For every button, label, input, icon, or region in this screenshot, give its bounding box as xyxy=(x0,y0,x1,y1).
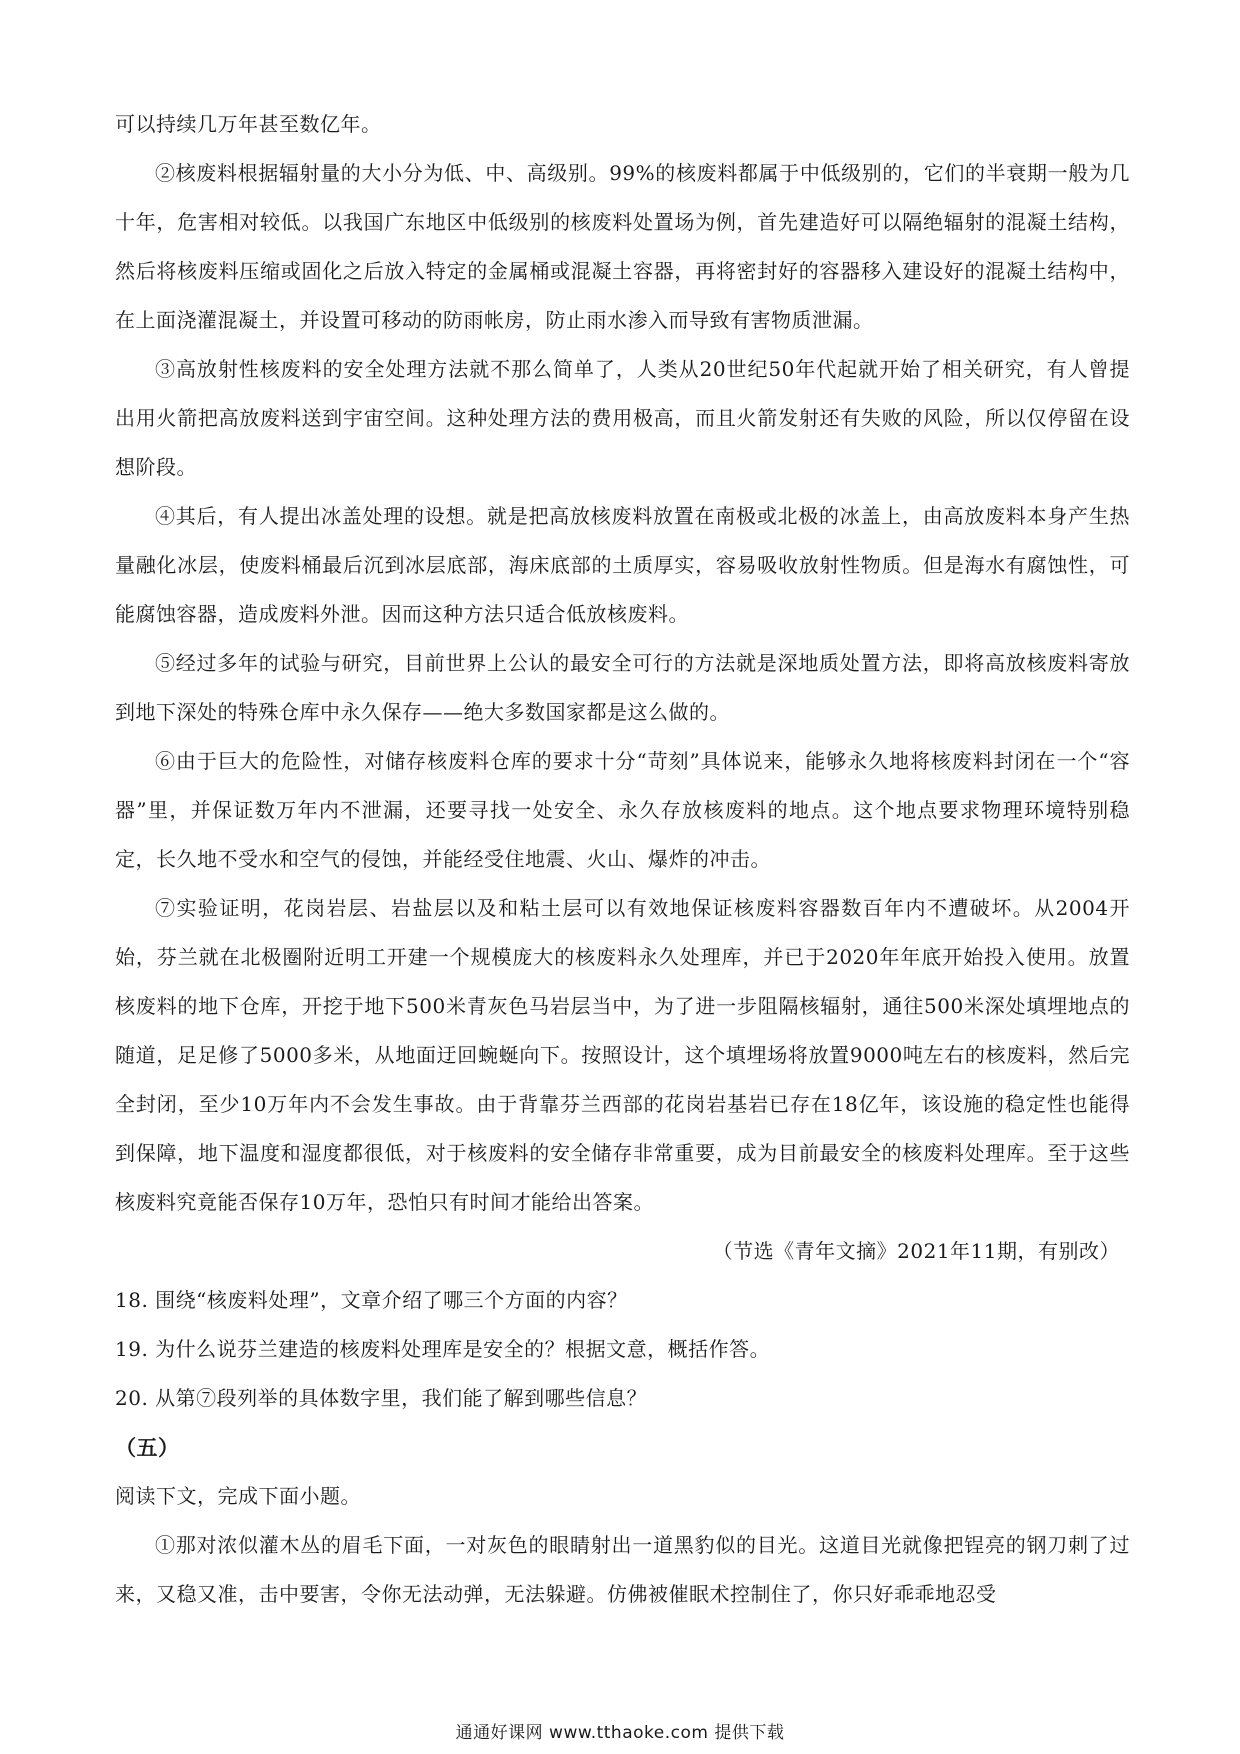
section-five-paragraph-1: ①那对浓似灌木丛的眉毛下面，一对灰色的眼睛射出一道黑豹似的目光。这道目光就像把锃亮的钢刀刺了过来，又稳又准，击中要害，令你无法动弹，无法躲避。仿佛被催眠术控制住了，你只好乖乖地忍受 xyxy=(115,1533,1130,1606)
document-body xyxy=(115,100,1130,1619)
paragraph-4: ④其后，有人提出冰盖处理的设想。就是把高放核废料放置在南极或北极的冰盖上，由高放废料本身产生热量融化冰层，使废料桶最后沉到冰层底部，海床底部的土质厚实，容易吸收放射性物质。但是海水有腐蚀性，可能腐蚀容器，造成废料外泄。因而这种方法只适合低放核废料。 xyxy=(115,504,1130,626)
question-19: 19. 为什么说芬兰建造的核废料处理库是安全的？根据文意，概括作答。 xyxy=(115,1337,771,1361)
paragraph-2: ②核废料根据辐射量的大小分为低、中、高级别。99%的核废料都属于中低级别的，它们的半衰期一般为几十年，危害相对较低。以我国广东地区中低级别的核废料处置场为例，首先建造好可以隔绝辐射的混凝土结构，然后将核废料压缩或固化之后放入特定的金属桶或混凝土容器，再将密封好的容器移入建设好的混凝土结构中，在上面浇灌混凝土，并设置可移动的防雨帐房，防止雨水渗入而导致有害物质泄漏。 xyxy=(115,161,1130,332)
question-20: 20. 从第⑦段列举的具体数字里，我们能了解到哪些信息？ xyxy=(115,1386,648,1410)
section-five-instruction: 阅读下文，完成下面小题。 xyxy=(115,1484,361,1508)
paragraph-5: ⑤经过多年的试验与研究，目前世界上公认的最安全可行的方法就是深地质处置方法，即将高放核废料寄放到地下深处的特殊仓库中永久保存——绝大多数国家都是这么做的。 xyxy=(115,651,1130,724)
paragraph-6: ⑥由于巨大的危险性，对储存核废料仓库的要求十分“苛刻”具体说来，能够永久地将核废料封闭在一个“容器”里，并保证数万年内不泄漏，还要寻找一处安全、永久存放核废料的地点。这个地点要求物理环境特别稳定，长久地不受水和空气的侵蚀，并能经受住地震、火山、爆炸的冲击。 xyxy=(115,749,1130,871)
paragraph-7: ⑦实验证明，花岗岩层、岩盐层以及和粘土层可以有效地保证核废料容器数百年内不遭破坏。从2004开始，芬兰就在北极圈附近明工开建一个规模庞大的核废料永久处理库，并已于2020年年底开始投入使用。放置核废料的地下仓库，开挖于地下500米青灰色马岩层当中，为了进一步阻隔核辐射，通往500米深处填埋地点的随道，足足修了5000多米，从地面迂回蜿蜒向下。按照设计，这个填埋场将放置9000吨左右的核废料，然后完全封闭，至少10万年内不会发生事故。由于背靠芬兰西部的花岗岩基岩已存在18亿年，该设施的稳定性也能得到保障，地下温度和湿度都很低，对于核废料的安全储存非常重要，成为目前最安全的核废料处理库。至于这些核废料究竟能否保存10万年，恐怕只有时间才能给出答案。 xyxy=(115,896,1130,1214)
section-five-title: （五） xyxy=(115,1435,180,1460)
page-footer: 通通好课网 www.tthaoke.com 提供下载 xyxy=(455,1723,785,1743)
paragraph-continuation: 可以持续几万年甚至数亿年。 xyxy=(115,112,382,136)
question-18: 18. 围绕“核废料处理”，文章介绍了哪三个方面的内容？ xyxy=(115,1288,628,1312)
source-citation: （节选《青年文摘》2021年11期，有别改） xyxy=(712,1239,1120,1263)
paragraph-3: ③高放射性核废料的安全处理方法就不那么简单了，人类从20世纪50年代起就开始了相关研究，有人曾提出用火箭把高放废料送到宇宙空间。这种处理方法的费用极高，而且火箭发射还有失败的风险，所以仅停留在设想阶段。 xyxy=(115,357,1130,479)
